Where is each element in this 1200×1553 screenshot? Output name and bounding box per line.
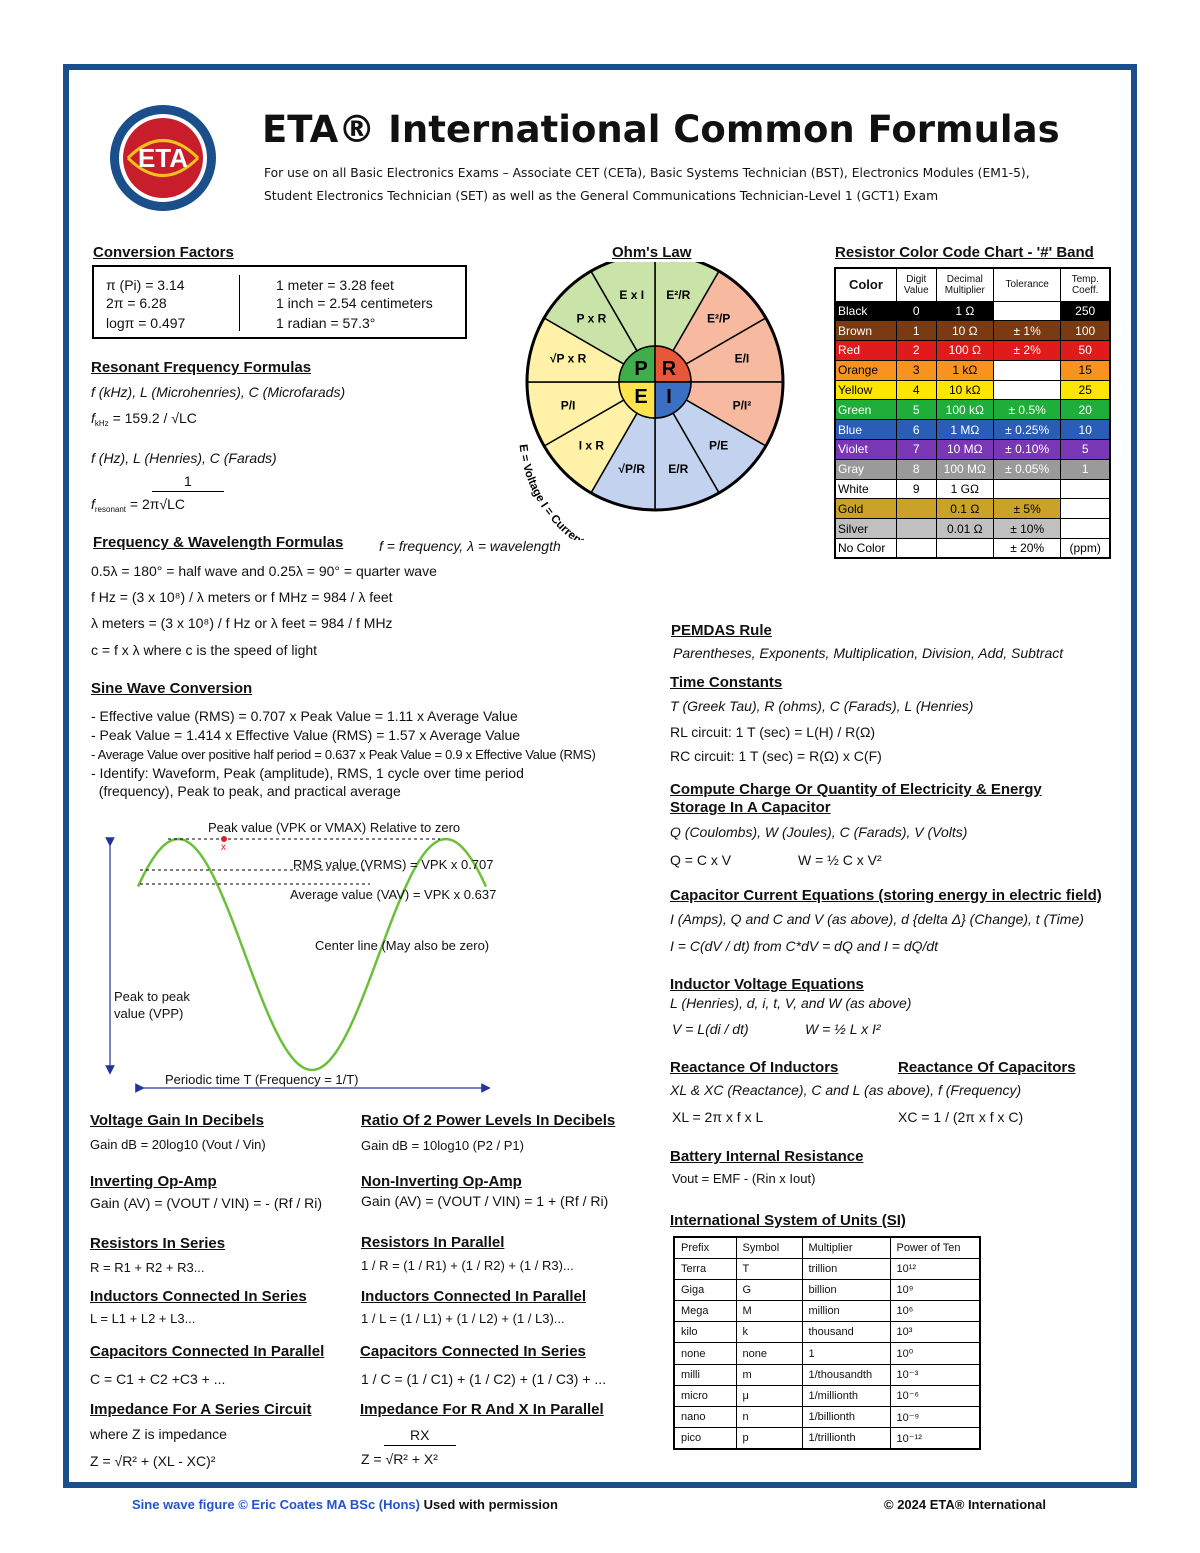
conv-left-2: logπ = 0.497 — [106, 315, 186, 331]
si-cell: 10⁹ — [890, 1279, 980, 1300]
fig-pp-label-1: Peak to peak — [114, 989, 190, 1004]
rs-formula: R = R1 + R2 + R3... — [90, 1260, 205, 1275]
footer-credit — [132, 1497, 558, 1512]
rc-h-color: Color — [835, 268, 896, 301]
rc-h-tol: Tolerance — [993, 268, 1060, 301]
rc-cell-temp — [1061, 499, 1110, 519]
si-cell: μ — [736, 1385, 802, 1406]
rc-cell-color: Gold — [835, 499, 896, 519]
logo-text: ETA — [137, 143, 189, 173]
rc-cell-tol — [993, 380, 1060, 400]
fig-x-mark: x — [221, 842, 226, 853]
conv-right-1: 1 inch = 2.54 centimeters — [276, 295, 433, 311]
ls-heading: Inductors Connected In Series — [90, 1288, 307, 1305]
charge-line1: Q (Coulombs), W (Joules), C (Farads), V (Volts) — [670, 824, 968, 840]
si-cell: milli — [674, 1364, 736, 1385]
rc-cell-mult: 10 kΩ — [936, 380, 993, 400]
ohms-center-letter: E — [634, 386, 648, 409]
rc-cell-temp: 5 — [1061, 440, 1110, 460]
rc-cell-digit: 5 — [896, 400, 936, 420]
rc-h-temp: Temp. Coeff. — [1061, 268, 1110, 301]
resonant-line1: f (kHz), L (Microhenries), C (Microfarads) — [91, 384, 346, 400]
indv-f1: V = L(di / dt) — [672, 1021, 749, 1037]
fig-pp-label-2: value (VPP) — [114, 1006, 184, 1021]
rs-heading: Resistors In Series — [90, 1235, 226, 1252]
rc-cell-digit: 3 — [896, 360, 936, 380]
conv-left-0: π (Pi) = 3.14 — [106, 277, 185, 293]
freq-heading: Frequency & Wavelength Formulas — [93, 534, 344, 551]
rc-cell-mult: 100 Ω — [936, 341, 993, 361]
si-cell: 1/thousandth — [802, 1364, 890, 1385]
ohms-formula-label: √P/R — [618, 461, 646, 476]
sine-line-4: (frequency), Peak to peak, and practical average — [91, 783, 401, 799]
zs-heading: Impedance For A Series Circuit — [90, 1401, 312, 1418]
rc-cell-temp — [1061, 479, 1110, 499]
pemdas-text: Parentheses, Exponents, Multiplication, Division, Add, Subtract — [673, 645, 1064, 661]
rc-cell-mult: 100 MΩ — [936, 459, 993, 479]
rc-cell-mult: 1 MΩ — [936, 420, 993, 440]
rc-row — [835, 301, 1110, 321]
rc-cell-tol — [993, 301, 1060, 321]
si-cell: G — [736, 1279, 802, 1300]
indv-f2: W = ½ L x I² — [805, 1021, 881, 1037]
rc-h-digit: Digit Value — [896, 268, 936, 301]
rc-cell-digit: 6 — [896, 420, 936, 440]
freq-line-0: 0.5λ = 180° = half wave and 0.25λ = 90° = quarter wave — [91, 563, 437, 579]
ohms-legend — [505, 430, 805, 540]
battery-f: Vout = EMF - (Rin x Iout) — [672, 1171, 816, 1186]
fig-peak-label: Peak value (VPK or VMAX) Relative to zero — [208, 820, 461, 835]
react-c-heading: Reactance Of Capacitors — [898, 1059, 1076, 1076]
rc-cell-mult: 1 GΩ — [936, 479, 993, 499]
zs-formula: Z = √R² + (XL - XC)² — [90, 1453, 216, 1469]
si-cell: none — [736, 1343, 802, 1364]
si-h-prefix: Prefix — [674, 1237, 736, 1258]
rc-row — [835, 519, 1110, 539]
rc-h-mult: Decimal Multiplier — [936, 268, 993, 301]
charge-f2: W = ½ C x V² — [798, 852, 882, 868]
sine-line-1: - Peak Value = 1.414 x Effective Value (RMS) = 1.57 x Average Value — [91, 727, 521, 743]
rc-cell-tol: ± 0.5% — [993, 400, 1060, 420]
ohms-center-letter: P — [634, 357, 648, 380]
eta-logo — [108, 103, 218, 213]
rc-cell-color: Yellow — [835, 380, 896, 400]
sine-line-2: - Average Value over positive half period = 0.637 x Peak Value = 0.9 x Effective Value (RMS) — [91, 747, 596, 762]
si-row — [674, 1364, 980, 1385]
si-cell: k — [736, 1322, 802, 1343]
si-h-mult: Multiplier — [802, 1237, 890, 1258]
sine-curve — [138, 839, 486, 1070]
rc-cell-mult: 100 kΩ — [936, 400, 993, 420]
page-subtitle-2: Student Electronics Technician (SET) as well as the General Communications Technician-Level 1 (GCT1) Exam — [264, 189, 939, 203]
rc-cell-temp: 250 — [1061, 301, 1110, 321]
pr-heading: Ratio Of 2 Power Levels In Decibels — [361, 1112, 616, 1129]
si-cell: n — [736, 1407, 802, 1428]
si-h-pow: Power of Ten — [890, 1237, 980, 1258]
vg-heading: Voltage Gain In Decibels — [90, 1112, 264, 1129]
resonant-fraction-bar — [152, 491, 224, 492]
zp-heading: Impedance For R And X In Parallel — [360, 1401, 604, 1418]
rc-cell-mult: 1 kΩ — [936, 360, 993, 380]
rc-row — [835, 479, 1110, 499]
si-row — [674, 1343, 980, 1364]
fig-period-label: Periodic time T (Frequency = 1/T) — [165, 1072, 359, 1087]
ohms-formula-label: E/R — [668, 461, 689, 476]
conv-left-1: 2π = 6.28 — [106, 295, 167, 311]
rc-cell-temp: 1 — [1061, 459, 1110, 479]
rc-cell-digit: 2 — [896, 341, 936, 361]
zp-numerator: RX — [410, 1427, 430, 1443]
cp-formula: C = C1 + C2 +C3 + ... — [90, 1371, 226, 1387]
si-cell: M — [736, 1301, 802, 1322]
rc-row — [835, 539, 1110, 559]
rp-formula: 1 / R = (1 / R1) + (1 / R2) + (1 / R3)... — [361, 1258, 574, 1273]
capcur-line1: I (Amps), Q and C and V (as above), d {delta Δ} (Change), t (Time) — [670, 911, 1084, 927]
si-cell: micro — [674, 1385, 736, 1406]
conv-right-2: 1 radian = 57.3° — [276, 315, 376, 331]
zp-formula: Z = √R² + X² — [361, 1451, 438, 1467]
rc-cell-temp — [1061, 519, 1110, 539]
pr-formula: Gain dB = 10log10 (P2 / P1) — [361, 1138, 524, 1153]
si-cell: 10⁻³ — [890, 1364, 980, 1385]
rc-cell-digit — [896, 539, 936, 559]
vg-formula: Gain dB = 20log10 (Vout / Vin) — [90, 1137, 266, 1152]
si-cell: nano — [674, 1407, 736, 1428]
rc-cell-mult: 0.1 Ω — [936, 499, 993, 519]
si-cell: p — [736, 1428, 802, 1449]
footer-credit-blue: Sine wave figure © Eric Coates MA BSc (Hons) — [132, 1497, 420, 1512]
fig-center-label: Center line (May also be zero) — [315, 938, 490, 953]
si-cell: Mega — [674, 1301, 736, 1322]
rc-cell-mult: 1 Ω — [936, 301, 993, 321]
rc-cell-color: Brown — [835, 321, 896, 341]
rc-cell-tol — [993, 479, 1060, 499]
si-cell: 1/billionth — [802, 1407, 890, 1428]
rc-cell-color: Orange — [835, 360, 896, 380]
cp-heading: Capacitors Connected In Parallel — [90, 1343, 325, 1360]
rc-cell-temp: 50 — [1061, 341, 1110, 361]
rc-cell-tol: ± 20% — [993, 539, 1060, 559]
react-line1: XL & XC (Reactance), C and L (as above), f (Frequency) — [670, 1082, 1022, 1098]
inv-formula: Gain (AV) = (VOUT / VIN) = - (Rf / Ri) — [90, 1195, 323, 1211]
conversion-heading: Conversion Factors — [93, 244, 234, 261]
ls-formula: L = L1 + L2 + L3... — [90, 1311, 196, 1326]
resonant-line2: f (Hz), L (Henries), C (Farads) — [91, 450, 277, 466]
si-cell: million — [802, 1301, 890, 1322]
time-line1: T (Greek Tau), R (ohms), C (Farads), L (Henries) — [670, 698, 974, 714]
freq-line-1: f Hz = (3 x 10⁸) / λ meters or f MHz = 984 / λ feet — [91, 589, 393, 605]
charge-heading-2: Storage In A Capacitor — [670, 799, 831, 816]
rc-row — [835, 400, 1110, 420]
si-heading: International System of Units (SI) — [670, 1212, 906, 1229]
ohms-formula-label: P/I — [560, 398, 576, 413]
rc-cell-digit — [896, 499, 936, 519]
rp-heading: Resistors In Parallel — [361, 1234, 505, 1251]
si-row — [674, 1385, 980, 1406]
indv-line1: L (Henries), d, i, t, V, and W (as above) — [670, 995, 912, 1011]
rc-row — [835, 459, 1110, 479]
si-cell: none — [674, 1343, 736, 1364]
resonant-f2: $f_{resonant} = 2\pi√LC$ — [91, 496, 186, 514]
ninv-heading: Non-Inverting Op-Amp — [361, 1173, 522, 1190]
si-cell: trillion — [802, 1258, 890, 1279]
rc-cell-tol: ± 2% — [993, 341, 1060, 361]
fig-avg-label: Average value (VAV) = VPK x 0.637 — [290, 887, 497, 902]
page-subtitle-1: For use on all Basic Electronics Exams – Associate CET (CETa), Basic Systems Technician (BST), Electronics Modules (EM1-5), — [264, 166, 1030, 180]
footer-copyright: © 2024 ETA® International — [884, 1497, 1046, 1512]
time-line3: RC circuit: 1 T (sec) = R(Ω) x C(F) — [670, 748, 882, 764]
si-cell: 10⁻⁹ — [890, 1407, 980, 1428]
time-heading: Time Constants — [670, 674, 783, 691]
inv-heading: Inverting Op-Amp — [90, 1173, 217, 1190]
resonant-f1: $f_{kHz} = 159.2 / √LC$ — [91, 410, 197, 428]
rc-cell-digit: 7 — [896, 440, 936, 460]
ohms-formula-label: E/I — [734, 351, 750, 366]
rc-row — [835, 341, 1110, 361]
ohms-formula-label: E x I — [619, 288, 645, 303]
page-title: ETA® International Common Formulas — [262, 108, 1060, 151]
si-h-symbol: Symbol — [736, 1237, 802, 1258]
zp-fraction-bar — [384, 1445, 456, 1446]
resistor-heading: Resistor Color Code Chart - '#' Band — [835, 244, 1094, 261]
freq-line-2: λ meters = (3 x 10⁸) / f Hz or λ feet = 984 / f MHz — [91, 615, 393, 631]
rc-cell-mult: 10 MΩ — [936, 440, 993, 460]
battery-heading: Battery Internal Resistance — [670, 1148, 864, 1165]
charge-f1: Q = C x V — [670, 852, 732, 868]
rc-cell-temp: (ppm) — [1061, 539, 1110, 559]
si-row — [674, 1407, 980, 1428]
rc-cell-digit: 0 — [896, 301, 936, 321]
si-cell: Terra — [674, 1258, 736, 1279]
si-cell: 1 — [802, 1343, 890, 1364]
react-f1: XL = 2π x f x L — [672, 1109, 764, 1125]
rc-row — [835, 321, 1110, 341]
si-cell: 1/trillionth — [802, 1428, 890, 1449]
rc-row — [835, 380, 1110, 400]
svg-text:E = Voltage I = Current P: E = Voltage I = Curren — [516, 443, 584, 540]
react-l-heading: Reactance Of Inductors — [670, 1059, 839, 1076]
si-cell: 10⁻⁶ — [890, 1385, 980, 1406]
rc-cell-tol: ± 0.10% — [993, 440, 1060, 460]
rc-cell-tol: ± 0.05% — [993, 459, 1060, 479]
rc-cell-temp: 100 — [1061, 321, 1110, 341]
si-row — [674, 1322, 980, 1343]
rc-cell-tol — [993, 360, 1060, 380]
si-table — [673, 1236, 981, 1450]
resonant-f2-num: 1 — [184, 473, 192, 489]
si-cell: pico — [674, 1428, 736, 1449]
freq-line-3: c = f x λ where c is the speed of light — [91, 642, 318, 658]
ohms-formula-label: P/E — [708, 438, 729, 453]
time-line2: RL circuit: 1 T (sec) = L(H) / R(Ω) — [670, 724, 876, 740]
rc-cell-mult: 0.01 Ω — [936, 519, 993, 539]
rc-cell-color: Violet — [835, 440, 896, 460]
charge-heading-1: Compute Charge Or Quantity of Electricity & Energy — [670, 781, 1042, 798]
si-cell: 10⁶ — [890, 1301, 980, 1322]
resistor-table — [834, 267, 1111, 559]
freq-note: f = frequency, λ = wavelength — [379, 538, 561, 554]
rc-cell-digit: 9 — [896, 479, 936, 499]
ohms-center-letter: I — [666, 386, 672, 409]
rc-cell-temp: 20 — [1061, 400, 1110, 420]
sine-heading: Sine Wave Conversion — [91, 680, 253, 697]
sine-line-0: - Effective value (RMS) = 0.707 x Peak Value = 1.11 x Average Value — [91, 708, 518, 724]
resonant-heading: Resonant Frequency Formulas — [91, 359, 312, 376]
conv-right-0: 1 meter = 3.28 feet — [276, 277, 394, 293]
rc-cell-digit: 1 — [896, 321, 936, 341]
si-cell: 10¹² — [890, 1258, 980, 1279]
si-cell: T — [736, 1258, 802, 1279]
rc-cell-color: Green — [835, 400, 896, 420]
fig-rms-label: RMS value (VRMS) = VPK x 0.707 — [293, 857, 494, 872]
si-row — [674, 1279, 980, 1300]
rc-cell-temp: 10 — [1061, 420, 1110, 440]
ohms-formula-label: E²/P — [706, 311, 731, 326]
si-cell: 10⁻¹² — [890, 1428, 980, 1449]
sine-line-3: - Identify: Waveform, Peak (amplitude), RMS, 1 cycle over time period — [91, 765, 524, 781]
ninv-formula: Gain (AV) = (VOUT / VIN) = 1 + (Rf / Ri) — [361, 1193, 609, 1209]
si-cell: thousand — [802, 1322, 890, 1343]
sine-figure — [100, 812, 520, 1102]
rc-cell-tol: ± 1% — [993, 321, 1060, 341]
conversion-box — [92, 265, 467, 339]
si-cell: 1/millionth — [802, 1385, 890, 1406]
ohms-formula-label: E²/R — [666, 288, 691, 303]
si-row — [674, 1301, 980, 1322]
ohms-heading: Ohm's Law — [612, 244, 692, 261]
rc-cell-color: Red — [835, 341, 896, 361]
rc-cell-color: No Color — [835, 539, 896, 559]
react-f2: XC = 1 / (2π x f x C) — [898, 1109, 1024, 1125]
si-row — [674, 1428, 980, 1449]
rc-row — [835, 420, 1110, 440]
si-cell: 10⁰ — [890, 1343, 980, 1364]
si-cell: Giga — [674, 1279, 736, 1300]
si-cell: kilo — [674, 1322, 736, 1343]
ohms-formula-label: I x R — [578, 438, 605, 453]
rc-cell-color: Gray — [835, 459, 896, 479]
cs-heading: Capacitors Connected In Series — [360, 1343, 586, 1360]
rc-cell-temp: 25 — [1061, 380, 1110, 400]
si-cell: m — [736, 1364, 802, 1385]
capcur-line2: I = C(dV / dt) from C*dV = dQ and I = dQ/dt — [670, 938, 939, 954]
rc-cell-digit — [896, 519, 936, 539]
lp-formula: 1 / L = (1 / L1) + (1 / L2) + (1 / L3)... — [361, 1311, 565, 1326]
rc-cell-color: White — [835, 479, 896, 499]
rc-cell-tol: ± 0.25% — [993, 420, 1060, 440]
rc-cell-tol: ± 5% — [993, 499, 1060, 519]
ohms-center-letter: R — [661, 357, 677, 380]
rc-cell-temp: 15 — [1061, 360, 1110, 380]
rc-cell-digit: 8 — [896, 459, 936, 479]
rc-cell-digit: 4 — [896, 380, 936, 400]
si-row — [674, 1258, 980, 1279]
rc-row — [835, 499, 1110, 519]
rc-cell-mult — [936, 539, 993, 559]
rc-cell-tol: ± 10% — [993, 519, 1060, 539]
cs-formula: 1 / C = (1 / C1) + (1 / C2) + (1 / C3) + ... — [361, 1371, 607, 1387]
zs-text: where Z is impedance — [90, 1426, 227, 1442]
rc-cell-mult: 10 Ω — [936, 321, 993, 341]
pemdas-heading: PEMDAS Rule — [671, 622, 772, 639]
capcur-heading: Capacitor Current Equations (storing energy in electric field) — [670, 887, 1102, 904]
rc-row — [835, 360, 1110, 380]
rc-cell-color: Silver — [835, 519, 896, 539]
si-cell: 10³ — [890, 1322, 980, 1343]
ohms-formula-label: P x R — [576, 311, 607, 326]
si-cell: billion — [802, 1279, 890, 1300]
rc-cell-color: Blue — [835, 420, 896, 440]
lp-heading: Inductors Connected In Parallel — [361, 1288, 587, 1305]
ohms-formula-label: √P x R — [549, 351, 587, 366]
ohms-formula-label: P/I² — [732, 398, 752, 413]
rc-cell-color: Black — [835, 301, 896, 321]
rc-row — [835, 440, 1110, 460]
indv-heading: Inductor Voltage Equations — [670, 976, 864, 993]
footer-credit-rest: Used with permission — [419, 1497, 558, 1512]
